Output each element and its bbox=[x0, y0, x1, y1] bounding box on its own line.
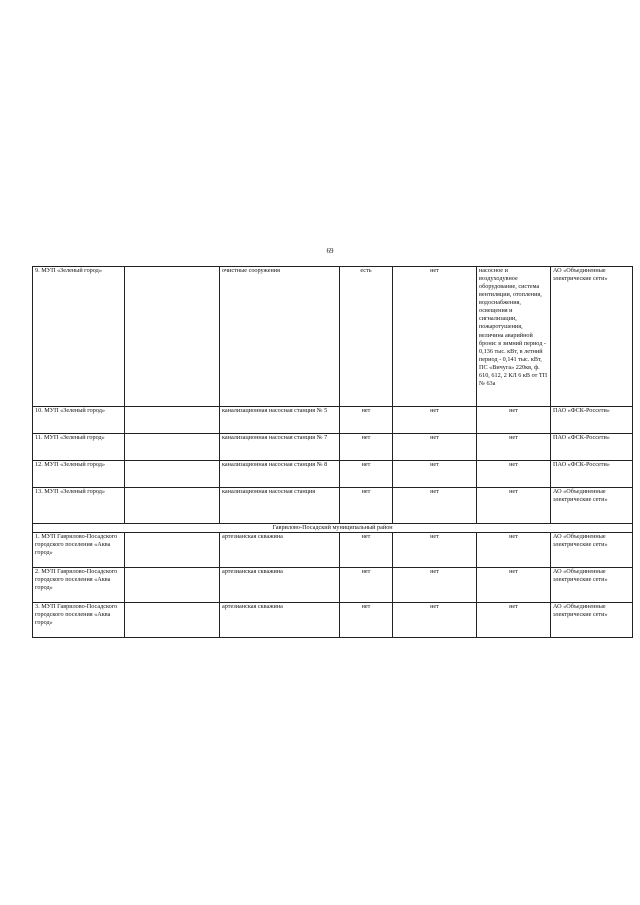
equipment-cell: нет bbox=[477, 568, 551, 603]
table-row bbox=[33, 407, 633, 434]
supplier-cell: ПАО «ФСК-Россети» bbox=[551, 407, 633, 434]
equipment-cell: нет bbox=[477, 461, 551, 488]
table-row bbox=[33, 603, 633, 638]
status-cell: нет bbox=[340, 434, 393, 461]
status-cell: нет bbox=[393, 267, 477, 407]
equipment-cell: нет bbox=[477, 603, 551, 638]
organization-cell: 13. МУП «Зеленый город» bbox=[33, 488, 125, 524]
status-cell: нет bbox=[393, 488, 477, 524]
organization-cell: 1. МУП Гаврилово-Посадского городского поселения «Аква город» bbox=[33, 533, 125, 568]
status-cell: нет bbox=[340, 407, 393, 434]
facilities-table bbox=[32, 266, 633, 638]
page-number: 69 bbox=[326, 247, 334, 255]
empty-cell bbox=[125, 267, 220, 407]
table-body-top bbox=[33, 267, 633, 524]
status-cell: нет bbox=[393, 461, 477, 488]
object-cell: канализационная насосная станция № 7 bbox=[220, 434, 340, 461]
section-row bbox=[33, 524, 633, 533]
equipment-cell: насосное и воздуходувное оборудование, система вентиляции, отопления, водоснабжения, освещения и сигнализации, пожаротушения, величина аварийной брони: в зимний период - 0,136 тыс. кВт, в летний период - 0,141 тыс. кВт, ПС «Вичуга» 220кв, ф. 610, 612, 2 КЛ 6 кВ от ТП № 63а bbox=[477, 267, 551, 407]
status-cell: есть bbox=[340, 267, 393, 407]
equipment-cell: нет bbox=[477, 488, 551, 524]
organization-cell: 12. МУП «Зеленый город» bbox=[33, 461, 125, 488]
status-cell: нет bbox=[393, 568, 477, 603]
table-section bbox=[33, 524, 633, 533]
status-cell: нет bbox=[340, 533, 393, 568]
organization-cell: 3. МУП Гаврилово-Посадского городского поселения «Аква город» bbox=[33, 603, 125, 638]
supplier-cell: ПАО «ФСК-Россети» bbox=[551, 461, 633, 488]
table-body-bottom bbox=[33, 533, 633, 638]
supplier-cell: АО «Объединенные электрические сети» bbox=[551, 267, 633, 407]
supplier-cell: АО «Объединенные электрические сети» bbox=[551, 533, 633, 568]
supplier-cell: АО «Объединенные электрические сети» bbox=[551, 488, 633, 524]
empty-cell bbox=[125, 461, 220, 488]
status-cell: нет bbox=[340, 488, 393, 524]
status-cell: нет bbox=[393, 603, 477, 638]
table-row bbox=[33, 434, 633, 461]
supplier-cell: ПАО «ФСК-Россети» bbox=[551, 434, 633, 461]
object-cell: артезианская скважина bbox=[220, 603, 340, 638]
organization-cell: 2. МУП Гаврилово-Посадского городского поселения «Аква город» bbox=[33, 568, 125, 603]
object-cell: артезианская скважина bbox=[220, 568, 340, 603]
equipment-cell: нет bbox=[477, 434, 551, 461]
table-row bbox=[33, 488, 633, 524]
empty-cell bbox=[125, 434, 220, 461]
section-title: Гаврилово-Посадский муниципальный район bbox=[33, 524, 633, 533]
object-cell: канализационная насосная станция bbox=[220, 488, 340, 524]
object-cell: канализационная насосная станция № 8 bbox=[220, 461, 340, 488]
empty-cell bbox=[125, 488, 220, 524]
equipment-cell: нет bbox=[477, 533, 551, 568]
status-cell: нет bbox=[340, 461, 393, 488]
status-cell: нет bbox=[393, 434, 477, 461]
object-cell: канализационная насосная станция № 5 bbox=[220, 407, 340, 434]
organization-cell: 9. МУП «Зеленый город» bbox=[33, 267, 125, 407]
supplier-cell: АО «Объединенные электрические сети» bbox=[551, 568, 633, 603]
empty-cell bbox=[125, 407, 220, 434]
empty-cell bbox=[125, 568, 220, 603]
table-row bbox=[33, 267, 633, 407]
object-cell: очистные сооружения bbox=[220, 267, 340, 407]
table-row bbox=[33, 568, 633, 603]
table-row bbox=[33, 533, 633, 568]
organization-cell: 11. МУП «Зеленый город» bbox=[33, 434, 125, 461]
status-cell: нет bbox=[393, 407, 477, 434]
status-cell: нет bbox=[393, 533, 477, 568]
status-cell: нет bbox=[340, 568, 393, 603]
status-cell: нет bbox=[340, 603, 393, 638]
equipment-cell: нет bbox=[477, 407, 551, 434]
empty-cell bbox=[125, 533, 220, 568]
object-cell: артезианская скважина bbox=[220, 533, 340, 568]
supplier-cell: АО «Объединенные электрические сети» bbox=[551, 603, 633, 638]
organization-cell: 10. МУП «Зеленый город» bbox=[33, 407, 125, 434]
table-row bbox=[33, 461, 633, 488]
empty-cell bbox=[125, 603, 220, 638]
